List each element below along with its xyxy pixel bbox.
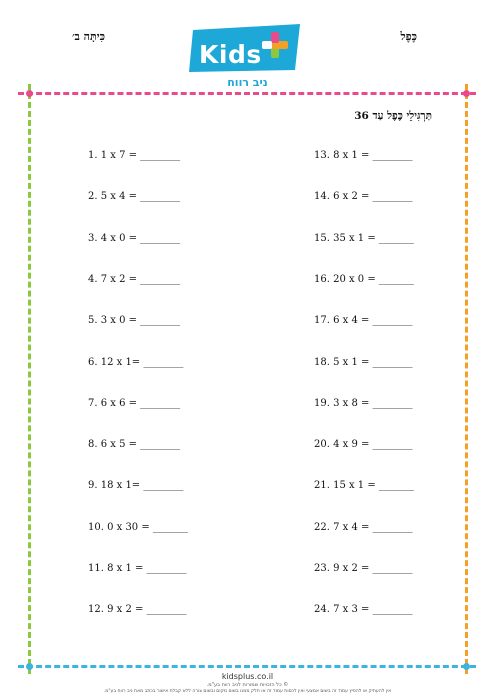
exercise-item: 22. 7 x 4 = ________ [314,522,413,533]
exercise-item: 1. 1 x 7 = ________ [88,150,181,161]
exercise-item: 7. 6 x 6 = ________ [88,398,181,409]
exercise-item: 15. 35 x 1 = _______ [314,233,414,244]
exercise-item: 2. 5 x 4 = ________ [88,191,181,202]
exercise-item: 10. 0 x 30 = _______ [88,522,188,533]
frame-corner-dot [463,90,470,97]
exercise-item: 24. 7 x 3 = ________ [314,604,413,615]
kids-plus-logo [185,18,310,89]
frame-corner-dot [26,663,33,670]
frame-left-border [28,84,31,674]
frame-top-border [18,92,476,95]
grade-label: כִּיתָּה ב׳ [72,30,105,43]
exercise-item: 12. 9 x 2 = ________ [88,604,187,615]
exercise-item: 20. 4 x 9 = ________ [314,439,413,450]
exercise-item: 4. 7 x 2 = ________ [88,274,181,285]
exercise-item: 13. 8 x 1 = ________ [314,150,413,161]
site-url: kidsplus.co.il [221,672,274,681]
frame-bottom-border [18,665,476,668]
frame-corner-dot [26,90,33,97]
worksheet-heading: תַּרְגִּילֵי כֶּפֶל עַד 36 [354,110,432,122]
exercise-item: 19. 3 x 8 = ________ [314,398,413,409]
exercise-item: 21. 15 x 1 = _______ [314,480,414,491]
copyright-notice: © כל הזכויות שמורות לניב רווח בע"מ. [206,682,289,688]
subject-label: כֶּפֶל [400,30,417,43]
logo-word: Kids [199,40,262,69]
exercise-item: 17. 6 x 4 = ________ [314,315,413,326]
exercise-item: 3. 4 x 0 = ________ [88,233,181,244]
exercise-item: 14. 6 x 2 = ________ [314,191,413,202]
frame-corner-dot [463,663,470,670]
exercise-item: 9. 18 x 1= ________ [88,480,184,491]
exercise-item: 18. 5 x 1 = ________ [314,357,413,368]
exercise-item: 16. 20 x 0 = _______ [314,274,414,285]
exercise-item: 6. 12 x 1= ________ [88,357,184,368]
exercise-item: 5. 3 x 0 = ________ [88,315,181,326]
exercise-item: 8. 6 x 5 = ________ [88,439,181,450]
exercise-item: 23. 9 x 2 = ________ [314,563,413,574]
disclaimer-text: אין להעתיק או להפיץ עמוד זה בשום אמצעי ואין לכסות עמוד זה או חלק ממנו בשום מקום ובשום צורה ללא קבלת אישור בכתב מאת ניב רווח בע"מ. [103,689,392,694]
exercise-item: 11. 8 x 1 = ________ [88,563,187,574]
frame-right-border [465,84,468,674]
logo-subtitle: ניב רווח [227,76,268,89]
